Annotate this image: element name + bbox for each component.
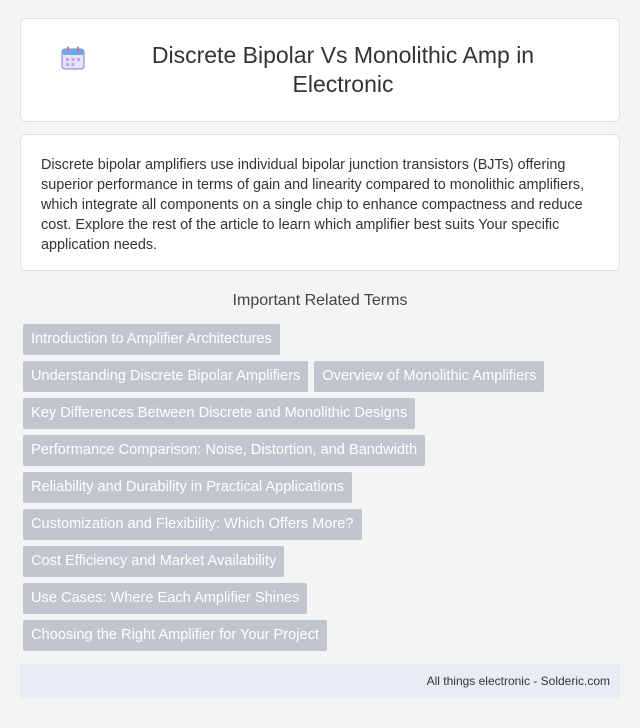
term-tag[interactable]: Key Differences Between Discrete and Monolithic Designs [23, 398, 415, 429]
related-terms-list [23, 324, 623, 657]
calendar-icon [60, 45, 86, 71]
term-tag[interactable]: Use Cases: Where Each Amplifier Shines [23, 583, 307, 614]
summary-card [20, 134, 620, 271]
summary-text: Discrete bipolar amplifiers use individual bipolar junction transistors (BJTs) offering superior performance in terms of gain and linearity compared to monolithic amplifiers, which integrate all components on a single chip to enhance compactness and reduce cost. Explore the rest of the article to learn which amplifier best suits Your specific application needs. [41, 157, 585, 253]
term-tag[interactable]: Choosing the Right Amplifier for Your Project [23, 620, 327, 651]
footer-text: All things electronic - Solderic.com [426, 674, 610, 688]
related-terms-heading: Important Related Terms [232, 292, 408, 309]
footer [20, 664, 620, 698]
term-tag[interactable]: Understanding Discrete Bipolar Amplifiers [23, 361, 308, 392]
term-tag[interactable]: Overview of Monolithic Amplifiers [314, 361, 544, 392]
page-title: Discrete Bipolar Vs Monolithic Amp in Electronic [151, 42, 535, 97]
term-tag[interactable]: Reliability and Durability in Practical Applications [23, 472, 352, 503]
term-tag[interactable]: Customization and Flexibility: Which Offers More? [23, 509, 362, 540]
term-tag[interactable]: Performance Comparison: Noise, Distortion, and Bandwidth [23, 435, 425, 466]
header-card [20, 18, 620, 122]
term-tag[interactable]: Cost Efficiency and Market Availability [23, 546, 284, 577]
term-tag[interactable]: Introduction to Amplifier Architectures [23, 324, 280, 355]
